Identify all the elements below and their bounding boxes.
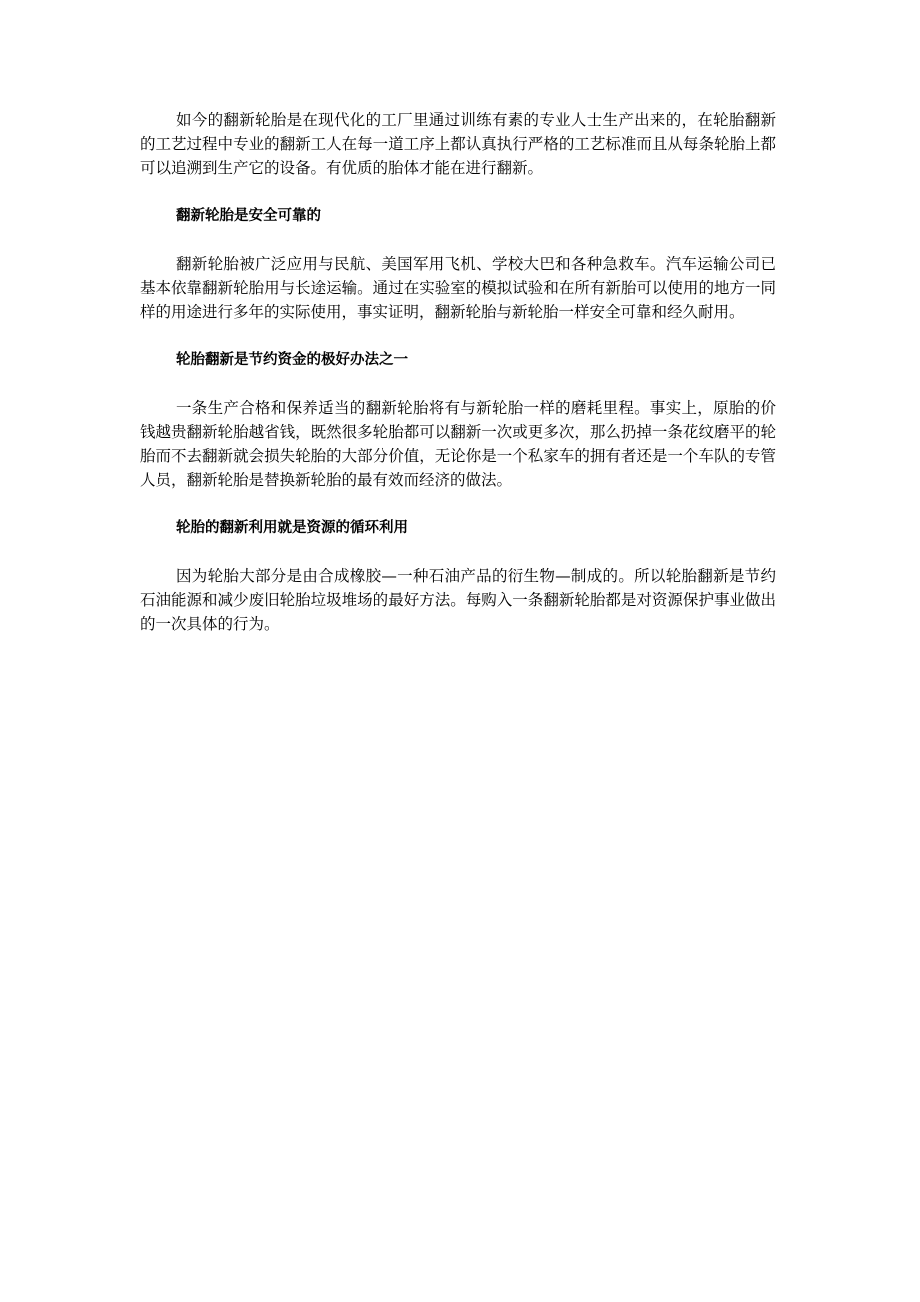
- heading-safety: 翻新轮胎是安全可靠的: [176, 208, 321, 224]
- heading-recycling: 轮胎的翻新利用就是资源的循环利用: [176, 520, 408, 536]
- paragraph-intro: 如今的翻新轮胎是在现代化的工厂里通过训练有素的专业人士生产出来的，在轮胎翻新的工艺过程中专业的翻新工人在每一道工序上都认真执行严格的工艺标准而且从每条轮胎上都可以追溯到生产它的设备。有优质的胎体才能在进行翻新。: [140, 111, 776, 177]
- heading-savings: 轮胎翻新是节约资金的极好办法之一: [176, 352, 408, 368]
- paragraph-savings: 一条生产合格和保养适当的翻新轮胎将有与新轮胎一样的磨耗里程。事实上，原胎的价钱越贵翻新轮胎越省钱，既然很多轮胎都可以翻新一次或更多次，那么扔掉一条花纹磨平的轮胎而不去翻新就会损失轮胎的大部分价值，无论你是一个私家车的拥有者还是一个车队的专管人员，翻新轮胎是替换新轮胎的最有效而经济的做法。: [140, 399, 776, 489]
- paragraph-recycling: 因为轮胎大部分是由合成橡胶—一种石油产品的衍生物—制成的。所以轮胎翻新是节约石油能源和减少废旧轮胎垃圾堆场的最好方法。每购入一条翻新轮胎都是对资源保护事业做出的一次具体的行为。: [140, 567, 776, 633]
- document-body: [140, 108, 776, 660]
- paragraph-safety: 翻新轮胎被广泛应用与民航、美国军用飞机、学校大巴和各种急救车。汽车运输公司已基本依靠翻新轮胎用与长途运输。通过在实验室的模拟试验和在所有新胎可以使用的地方一同样的用途进行多年的实际使用，事实证明，翻新轮胎与新轮胎一样安全可靠和经久耐用。: [140, 255, 776, 321]
